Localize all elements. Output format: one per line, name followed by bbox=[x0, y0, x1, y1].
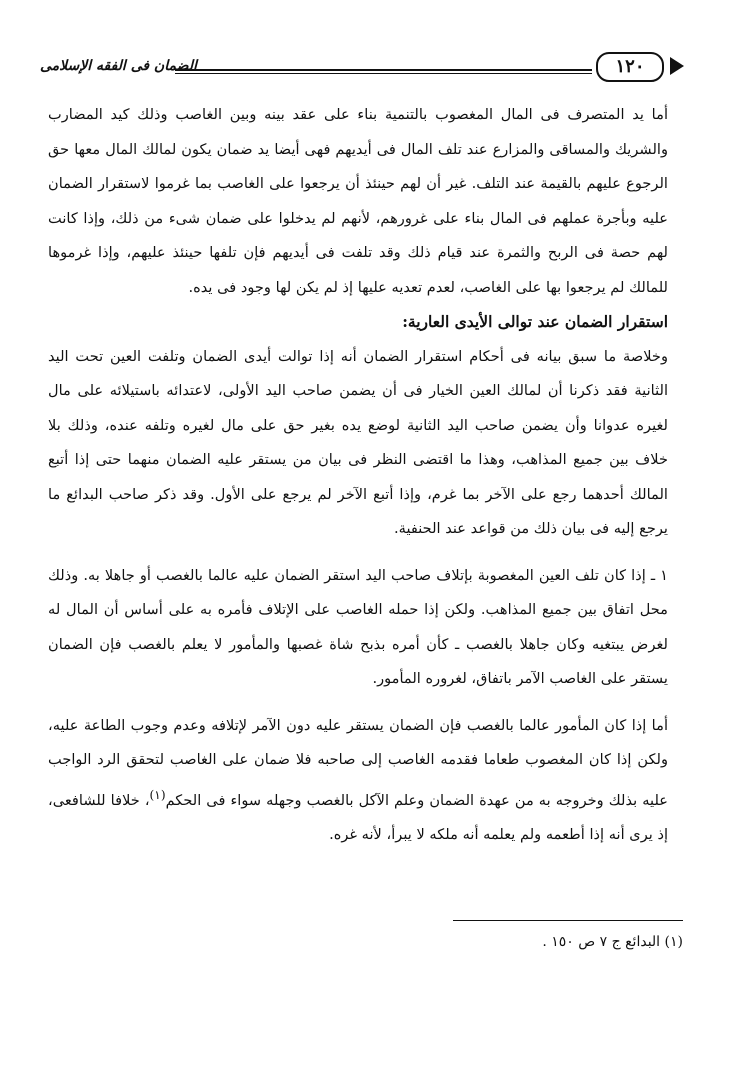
paragraph-3: ١ ـ إذا كان تلف العين المغصوبة بإتلاف صاحب اليد استقر الضمان عليه عالما بالغصب أو جاهلا به. وذلك محل اتفاق بين جميع المذاهب. ولكن إذا حمله الغاصب على الإتلاف فأمره به على أساس أن المال له لغرض يبتغيه وكان جاهلا بالغصب ـ كأن أمره بذبح شاة غصبها والمأمور لا يعلم بالغصب فإن الضمان يستقر على الغاصب الآمر باتفاق، لغروره المأمور. bbox=[48, 566, 668, 687]
paragraph-1: أما يد المتصرف فى المال المغصوب بالتنمية بناء على عقد بينه وبين الغاصب وذلك كيد المضارب والشريك والمساقى والمزارع عند تلف المال فى أيديهم فهى أيضا يد ضمان يكون لمالك المال معها حق الرجوع عليهم بالقيمة عند التلف. غير أن لهم حينئذ أن يرجعوا على الغاصب بما غرموا لاستقرار الضمان عليه وبأجرة عملهم فى المال بناء على غرورهم، لأنهم لم يدخلوا على ضمان شىء من ذلك، وإذا كانت لهم حصة فى الربح والثمرة عند قيام ذلك وقد تلفت فى أيديهم فإن تلفها حينئذ عليهم، وإذا غرموها للمالك لم يرجعوا بها على الغاصب، لعدم تعديه عليها إذ لم يكن لها وجود فى يده. bbox=[48, 106, 668, 296]
page-number: ١٢٠ bbox=[596, 52, 664, 82]
footnote-reference: (١) bbox=[149, 787, 166, 802]
header-title: الضمان فى الفقه الإسلامى bbox=[40, 58, 197, 74]
header-rule bbox=[175, 69, 592, 74]
paragraph-2: وخلاصة ما سبق بيانه فى أحكام استقرار الضمان أنه إذا توالت أيدى الضمان وتلفت العين تحت اليد الثانية فقد ذكرنا أن لمالك العين الخيار فى أن يضمن صاحب اليد الأولى، لاعتدائه باستيلائه على مال لغيره عدوانا وأن يضمن صاحب اليد الثانية لوضع يده بغير حق على مال لغيره وتلفه عنده، وذلك بلا خلاف بين جميع المذاهب، وهذا ما اقتضى النظر فى بيان من يستقر عليه الضمان منهما حتى إذا أتبع المالك أحدهما رجع على الآخر بما غرم، وإذا أتبع الآخر لم يرجع على الأول. وقد ذكر صاحب البدائع ما يرجع إليه فى بيان ذلك من قواعد عند الحنفية. bbox=[48, 347, 668, 537]
paragraph-4-text: أما إذا كان المأمور عالما بالغصب فإن الضمان يستقر عليه دون الآمر لإتلافه وعدم وجوب الطاعة عليه، ولكن إذا كان المغصوب طعاما فقدمه الغاصب إلى صاحبه فلا ضمان على الغاصب لتحقق الرد الواجب عليه بذلك وخروجه به من عهدة الضمان وعلم الآكل بالغصب وجهله سواء فى الحكم bbox=[48, 716, 668, 809]
body-text bbox=[48, 98, 668, 852]
running-header bbox=[40, 50, 700, 90]
section-heading: استقرار الضمان عند توالى الأيدى العارية: bbox=[402, 312, 668, 331]
footnote-rule bbox=[453, 920, 683, 921]
page-number-arrow-icon bbox=[670, 57, 684, 75]
footnote: (١) البدائع ج ٧ ص ١٥٠ . bbox=[542, 934, 683, 950]
paragraph-4 bbox=[48, 709, 668, 853]
paragraph-4-continuation: ، خلافا للشافعى، إذ يرى أنه إذا أطعمه ولم يعلمه أنه ملكه لا يبرأ، لأنه غره. bbox=[48, 791, 668, 843]
